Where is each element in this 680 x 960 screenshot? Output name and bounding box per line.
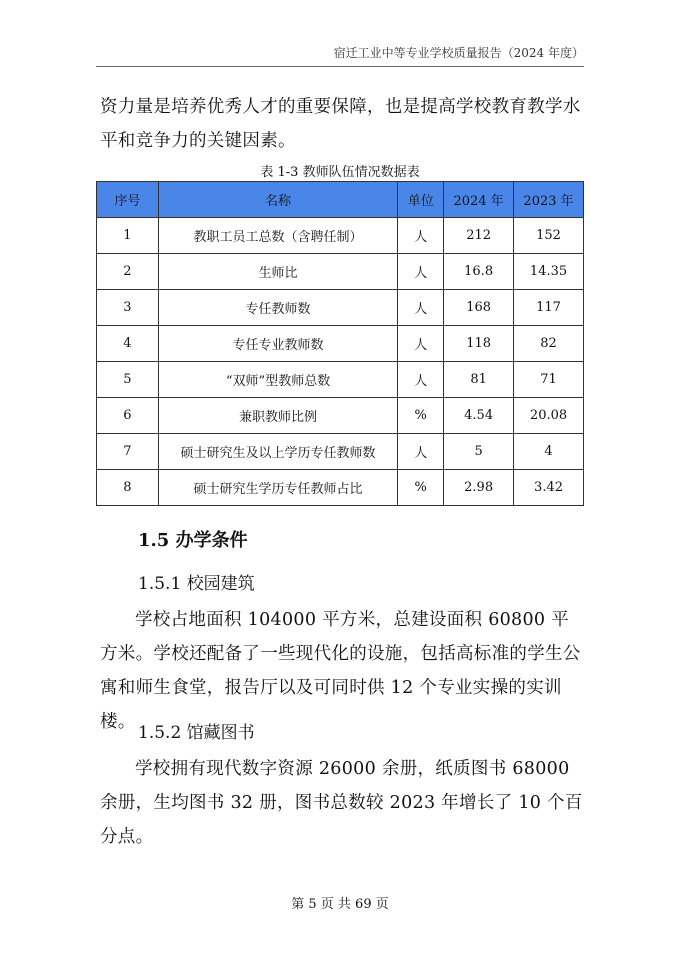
table-caption: 表 1-3 教师队伍情况数据表	[260, 165, 420, 180]
col-header-index: 序号	[97, 182, 159, 218]
cell-2023: 20.08	[514, 398, 584, 434]
section-heading: 1.5 办学条件	[138, 530, 248, 551]
cell-name: 教职工员工总数（含聘任制）	[158, 218, 397, 254]
cell-name: “双师”型教师总数	[158, 362, 397, 398]
table-row	[97, 362, 584, 398]
cell-unit: 人	[398, 362, 444, 398]
cell-2023: 3.42	[514, 470, 584, 506]
col-header-unit: 单位	[398, 182, 444, 218]
cell-unit: 人	[398, 326, 444, 362]
campus-paragraph: 学校占地面积 104000 平方米，总建设面积 60800 平方米。学校还配备了一些现代化的设施，包括高标准的学生公寓和师生食堂，报告厅以及可同时供 12 个专业实操的实训楼。	[100, 610, 581, 732]
teacher-data-table	[96, 181, 584, 506]
cell-name: 专任教师数	[158, 290, 397, 326]
table-header-row	[97, 182, 584, 218]
cell-2023: 71	[514, 362, 584, 398]
cell-name: 生师比	[158, 254, 397, 290]
subsection-heading-campus: 1.5.1 校园建筑	[138, 574, 255, 594]
table-row	[97, 470, 584, 506]
subsection-heading-library: 1.5.2 馆藏图书	[138, 723, 255, 743]
cell-index: 2	[97, 254, 159, 290]
cell-unit: 人	[398, 218, 444, 254]
table-row	[97, 254, 584, 290]
cell-name: 硕士研究生学历专任教师占比	[158, 470, 397, 506]
cell-2024: 212	[444, 218, 514, 254]
col-header-2024: 2024 年	[444, 182, 514, 218]
cell-2024: 118	[444, 326, 514, 362]
cell-2023: 117	[514, 290, 584, 326]
cell-2024: 4.54	[444, 398, 514, 434]
table-row	[97, 434, 584, 470]
cell-unit: 人	[398, 254, 444, 290]
table-row	[97, 398, 584, 434]
library-paragraph: 学校拥有现代数字资源 26000 余册，纸质图书 68000 余册，生均图书 32 册，图书总数较 2023 年增长了 10 个百分点。	[100, 759, 583, 847]
page-number: 第 5 页 共 69 页	[291, 897, 389, 912]
cell-index: 7	[97, 434, 159, 470]
cell-2024: 2.98	[444, 470, 514, 506]
cell-2023: 152	[514, 218, 584, 254]
cell-2023: 82	[514, 326, 584, 362]
col-header-name: 名称	[158, 182, 397, 218]
cell-2023: 4	[514, 434, 584, 470]
cell-2024: 16.8	[444, 254, 514, 290]
cell-2024: 81	[444, 362, 514, 398]
table-row	[97, 218, 584, 254]
cell-unit: %	[398, 398, 444, 434]
cell-unit: 人	[398, 434, 444, 470]
col-header-2023: 2023 年	[514, 182, 584, 218]
table-row	[97, 326, 584, 362]
cell-index: 8	[97, 470, 159, 506]
cell-2024: 5	[444, 434, 514, 470]
cell-unit: 人	[398, 290, 444, 326]
cell-index: 3	[97, 290, 159, 326]
cell-index: 4	[97, 326, 159, 362]
cell-index: 5	[97, 362, 159, 398]
cell-index: 6	[97, 398, 159, 434]
intro-paragraph: 资力量是培养优秀人才的重要保障，也是提高学校教育教学水平和竞争力的关键因素。	[100, 97, 581, 151]
cell-index: 1	[97, 218, 159, 254]
cell-2024: 168	[444, 290, 514, 326]
cell-unit: %	[398, 470, 444, 506]
cell-2023: 14.35	[514, 254, 584, 290]
cell-name: 专任专业教师数	[158, 326, 397, 362]
running-header: 宿迁工业中等专业学校质量报告（2024 年度）	[333, 46, 584, 60]
table-row	[97, 290, 584, 326]
cell-name: 兼职教师比例	[158, 398, 397, 434]
header-divider	[96, 66, 584, 67]
cell-name: 硕士研究生及以上学历专任教师数	[158, 434, 397, 470]
